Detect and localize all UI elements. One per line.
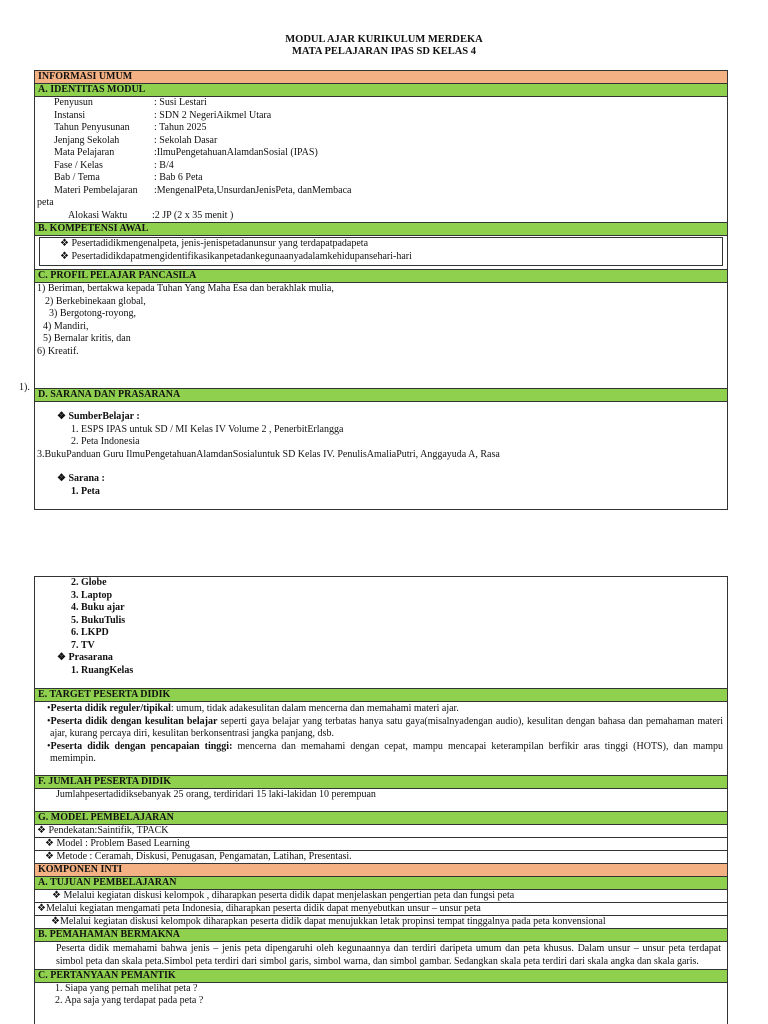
identitas-value: : Tahun 2025: [154, 122, 207, 133]
section-komponen-inti: KOMPONEN INTI: [35, 864, 727, 877]
target-item: •Peserta didik dengan kesulitan belajar seperti gaya belajar yang terbatas hanya satu gaya(misalnyadengan audio), kesulitan dengan bahasa dan pemahaman materi ajar, kurang percaya diri, kesulitan berkonsentrasi jangka panjang, dsb.: [47, 715, 723, 740]
identitas-label: Tahun Penyusunan: [54, 122, 130, 133]
section-kompetensi-awal: B. KOMPETENSI AWAL: [35, 223, 727, 236]
identitas-value: : B/4: [154, 159, 174, 171]
target-item-bold: Peserta didik dengan pencapaian tinggi:: [50, 740, 233, 752]
sarana-item: 2. Globe: [71, 577, 107, 588]
section-profil-pancasila: C. PROFIL PELAJAR PANCASILA: [35, 269, 727, 283]
sarana-item: 7. TV: [71, 639, 95, 651]
identitas-row: [35, 135, 727, 148]
section-tujuan-pembelajaran: A. TUJUAN PEMBELAJARAN: [35, 877, 727, 890]
identitas-value: :IlmuPengetahuanAlamdanSosial (IPAS): [154, 147, 318, 158]
identitas-label: Instansi: [54, 109, 86, 121]
identitas-label: Mata Pelajaran: [54, 147, 115, 158]
section-model-pembelajaran: G. MODEL PEMBELAJARAN: [35, 812, 727, 825]
identitas-row: [35, 172, 727, 185]
identitas-value: : Susi Lestari: [154, 97, 207, 108]
alokasi-label: Alokasi Waktu: [68, 209, 128, 221]
section-target-peserta: E. TARGET PESERTA DIDIK: [35, 689, 727, 702]
sarana-item: 5. BukuTulis: [71, 614, 126, 626]
sumber-item: 1. ESPS IPAS untuk SD / MI Kelas IV Volume 2 , PenerbitErlangga: [71, 423, 344, 435]
sarana-continued: [35, 577, 727, 689]
section-sarana-prasarana: D. SARANA DAN PRASARANA: [35, 389, 727, 402]
sarana-item: 6. LKPD: [71, 627, 109, 638]
materi-wrap: peta: [37, 197, 54, 208]
tujuan-item: ❖Melalui kegiatan mengamati peta Indonesia, diharapkan peserta didik dapat menyebutkan unsur – unsur peta: [35, 903, 727, 916]
target-item-text: : umum, tidak adakesulitan dalam mencerna dan memahami materi ajar.: [170, 703, 459, 714]
identitas-row: [35, 110, 727, 123]
profil-item: 4) Mandiri,: [43, 320, 89, 332]
target-list: [35, 702, 727, 776]
model-item: ❖ Model : Problem Based Learning: [35, 838, 727, 851]
identitas-value: : Sekolah Dasar: [154, 134, 218, 146]
section-pertanyaan-pemantik: C. PERTANYAAN PEMANTIK: [35, 969, 727, 983]
identitas-value: : Bab 6 Peta: [154, 172, 203, 183]
model-list: [35, 825, 727, 864]
section-identitas-modul: A. IDENTITAS MODUL: [35, 84, 727, 97]
target-item-text: mencerna dan memahami dengan cepat, mampu mencapai keterampilan berfikir aras tinggi (HOTS), dan mampu memimpin.: [50, 740, 723, 765]
sumber-item: 3.BukuPanduan Guru IlmuPengetahuanAlamdanSosialuntuk SD Kelas IV. PenulisAmaliaPutri, Anggayuda A, Rasa: [37, 448, 500, 460]
model-item: ❖ Metode : Ceramah, Diskusi, Penugasan, Pengamatan, Latihan, Presentasi.: [35, 851, 727, 864]
identitas-row: [35, 160, 727, 173]
profil-item: 2) Berkebinekaan global,: [45, 295, 146, 307]
identitas-label: Jenjang Sekolah: [54, 134, 120, 146]
identitas-value: :MengenalPeta,UnsurdanJenisPeta, danMembaca: [154, 184, 352, 196]
document-title-line2: MATA PELAJARAN IPAS SD KELAS 4: [291, 46, 477, 57]
sarana-item: 1. Peta: [71, 485, 100, 497]
section-informasi-umum: INFORMASI UMUM: [35, 71, 727, 84]
profil-item: 1) Beriman, bertakwa kepada Tuhan Yang Maha Esa dan berakhlak mulia,: [37, 283, 334, 294]
section-jumlah-peserta: F. JUMLAH PESERTA DIDIK: [35, 776, 727, 789]
page2-table: [34, 576, 728, 1024]
identitas-label: Penyusun: [54, 97, 93, 108]
pertanyaan-list: [35, 983, 727, 1008]
target-item-bold: Peserta didik dengan kesulitan belajar: [50, 715, 218, 727]
target-item: •Peserta didik reguler/tipikal: umum, tidak adakesulitan dalam mencerna dan memahami materi ajar.: [47, 703, 459, 714]
tujuan-item: ❖Melalui kegiatan diskusi kelompok diharapkan peserta didik dapat menujukkan letak propinsi tempat tinggalnya pada peta konvensional: [51, 916, 606, 928]
identitas-rows: [35, 97, 727, 223]
prasarana-item: 1. RuangKelas: [71, 664, 134, 676]
profil-list: [35, 283, 727, 389]
jumlah-content: [35, 789, 727, 813]
page1-table: [34, 70, 728, 510]
identitas-wrap-text: [35, 197, 727, 210]
kompetensi-box: [39, 237, 723, 266]
identitas-row: [35, 97, 727, 110]
identitas-value: : SDN 2 NegeriAikmel Utara: [154, 109, 272, 121]
sumber-belajar-label: ❖ SumberBelajar :: [57, 411, 140, 422]
pertanyaan-item: 1. Siapa yang pernah melihat peta ?: [55, 982, 198, 994]
tujuan-list: [35, 890, 727, 928]
identitas-label: Materi Pembelajaran: [54, 184, 138, 196]
jumlah-text: Jumlahpesertadidiksebanyak 25 orang, terdiridari 15 laki-lakidan 10 perempuan: [56, 788, 376, 800]
sarana-content: [35, 402, 727, 498]
identitas-row: [35, 185, 727, 198]
alokasi-row: [35, 210, 727, 224]
sarana-item: 4. Buku ajar: [71, 602, 125, 613]
identitas-row: [35, 147, 727, 160]
sarana-item: 3. Laptop: [71, 589, 113, 601]
model-item: ❖ Pendekatan:Saintifik, TPACK: [35, 825, 727, 838]
target-item-bold: Peserta didik reguler/tipikal: [50, 703, 171, 714]
document-title-line1: MODUL AJAR KURIKULUM MERDEKA: [285, 34, 483, 45]
margin-note: 1).: [19, 382, 30, 393]
section-pemahaman-bermakna: B. PEMAHAMAN BERMAKNA: [35, 928, 727, 942]
target-item-text: seperti gaya belajar yang terbatas hanya satu gaya(misalnyadengan audio), kesulitan dengan bahasa dan pemahaman materi ajar, kurang percaya diri, kesulitan berkonsentrasi jangka panjang, dsb.: [50, 715, 723, 740]
profil-item: 6) Kreatif.: [37, 345, 79, 357]
kompetensi-item: ❖ Pesertadidikdapatmengidentifikasikanpetadankegunaanyadalamkehidupansehari-hari: [60, 250, 412, 262]
sumber-item: 2. Peta Indonesia: [71, 436, 140, 447]
target-item: •Peserta didik dengan pencapaian tinggi: mencerna dan memahami dengan cepat, mampu mencapai keterampilan berfikir aras tinggi (HOTS), dan mampu memimpin.: [47, 740, 723, 765]
sarana-label: ❖ Sarana :: [57, 473, 105, 484]
kompetensi-item: ❖ Pesertadidikmengenalpeta, jenis-jenispetadanunsur yang terdapatpadapeta: [60, 238, 369, 249]
profil-item: 5) Bernalar kritis, dan: [43, 333, 131, 344]
alokasi-value: :2 JP (2 x 35 menit ): [152, 209, 234, 221]
identitas-label: Fase / Kelas: [54, 159, 103, 171]
pemahaman-text: Peserta didik memahami bahwa jenis – jenis peta dipengaruhi oleh kegunaannya dan terdiri daripeta umum dan peta khusus. Dalam unsur – unsur peta terdapat simbol peta dan skala peta.Simbol peta terdiri dari simbol garis, simbol warna, dan simbol gambar. Sedangkan skala peta terdiri dari skala angka dan skala garis.: [56, 943, 721, 968]
pertanyaan-item: 2. Apa saja yang terdapat pada peta ?: [55, 995, 204, 1007]
identitas-label: Bab / Tema: [54, 172, 100, 183]
identitas-row: [35, 122, 727, 135]
profil-item: 3) Bergotong-royong,: [49, 308, 137, 319]
tujuan-item: ❖ Melalui kegiatan diskusi kelompok , diharapkan peserta didik dapat menjelaskan pengertian peta dan fungsi peta: [35, 890, 727, 903]
prasarana-label: ❖ Prasarana: [57, 652, 113, 663]
